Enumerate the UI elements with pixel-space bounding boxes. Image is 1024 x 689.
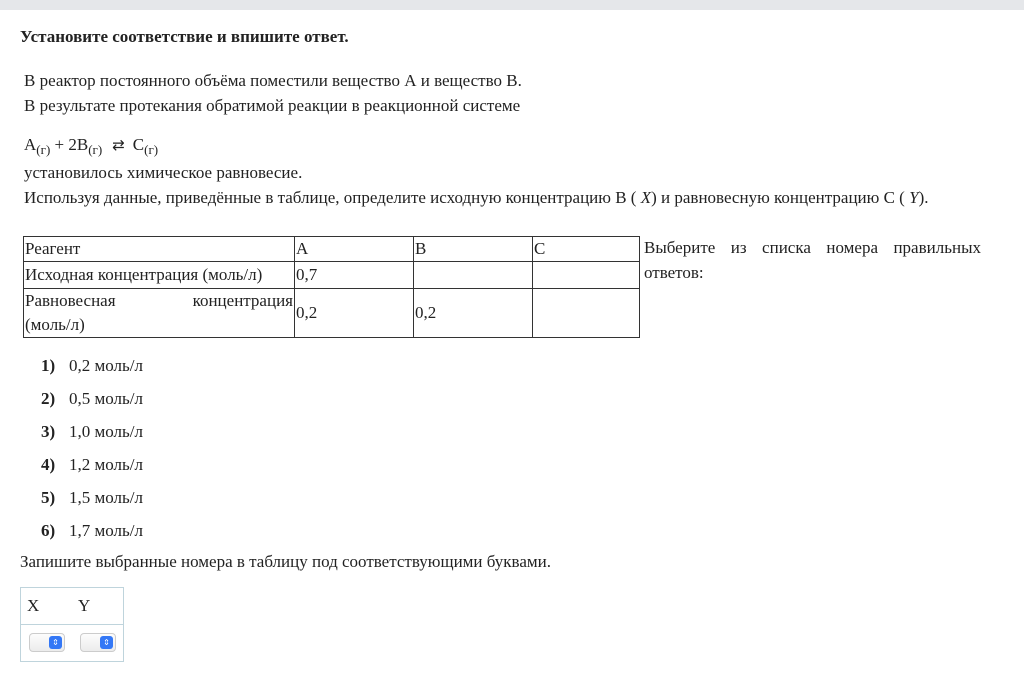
q4-mid: ) и равновесную концентрацию С ( [651,188,910,207]
task-question [24,160,928,210]
list-item [41,419,143,452]
answer-table [20,587,124,662]
option-number: 3) [41,422,56,441]
list-item [41,518,143,551]
answer-select-x[interactable] [29,633,65,652]
list-item [41,452,143,485]
question-line-3: установилось химическое равновесие. [24,163,303,182]
table-cell [414,262,533,289]
eq-reagent-b: + 2В [54,135,89,154]
row-label-line [25,289,293,313]
table-header-row [24,237,640,262]
table-cell: 0,7 [295,262,414,289]
concentration-table [23,236,640,338]
equilibrium-arrow-icon: ⇄ [112,136,125,154]
options-list [41,353,143,551]
var-y: Y [909,188,919,207]
intro-line-2: В результате протекания обратимой реакции в реакционной системе [24,96,521,115]
answer-row [21,625,123,661]
eq-reagent-a: А [24,135,37,154]
header-cell: А [295,237,414,262]
option-text: 0,2 моль/л [69,356,143,375]
list-item [41,353,143,386]
table-cell: 0,2 [414,289,533,338]
eq-state-b: (г) [88,142,103,157]
label-part: концентрация [192,291,293,310]
task-title: Установите соответствие и впишите ответ. [20,27,349,46]
table-cell: 0,2 [295,289,414,338]
answer-label-y: Y [78,596,91,615]
top-bar [0,0,1024,10]
header-cell: Реагент [24,237,295,262]
answer-label-x: X [27,596,40,615]
answer-select-y[interactable] [80,633,116,652]
var-x: X [640,188,652,207]
chevron-updown-icon: ⇕ [49,636,62,649]
header-cell: С [533,237,640,262]
intro-line-1: В реактор постоянного объёма поместили вещество А и вещество В. [24,71,522,90]
label-part: (моль/л) [25,315,85,334]
option-number: 1) [41,356,56,375]
eq-state-a: (г) [36,142,51,157]
eq-product-c: С [132,135,145,154]
option-text: 1,0 моль/л [69,422,143,441]
option-number: 2) [41,389,56,408]
list-item [41,386,143,419]
table-cell: Исходная концентрация (моль/л) [24,262,295,289]
reaction-equation [24,133,158,162]
option-text: 1,7 моль/л [69,521,143,540]
option-text: 0,5 моль/л [69,389,143,408]
q4-post: ). [918,188,929,207]
table-row [24,262,640,289]
option-number: 6) [41,521,56,540]
q4-pre: Используя данные, приведённые в таблице, определите исходную концентрацию В ( [24,188,641,207]
answer-instruction: Запишите выбранные номера в таблицу под соответствующими буквами. [20,552,551,571]
answer-header [21,588,123,625]
header-cell: В [414,237,533,262]
option-text: 1,2 моль/л [69,455,143,474]
table-cell [24,289,295,338]
side-note: Выберите из списка номера правильных ответов: [644,238,981,282]
eq-state-c: (г) [144,142,159,157]
option-number: 5) [41,488,56,507]
question-line-4 [24,185,928,210]
chevron-updown-icon: ⇕ [100,636,113,649]
table-cell [533,289,640,338]
option-text: 1,5 моль/л [69,488,143,507]
list-item [41,485,143,518]
table-cell [533,262,640,289]
label-part: Равновесная [25,291,116,310]
table-row [24,289,640,338]
task-intro [24,68,522,118]
option-number: 4) [41,455,56,474]
